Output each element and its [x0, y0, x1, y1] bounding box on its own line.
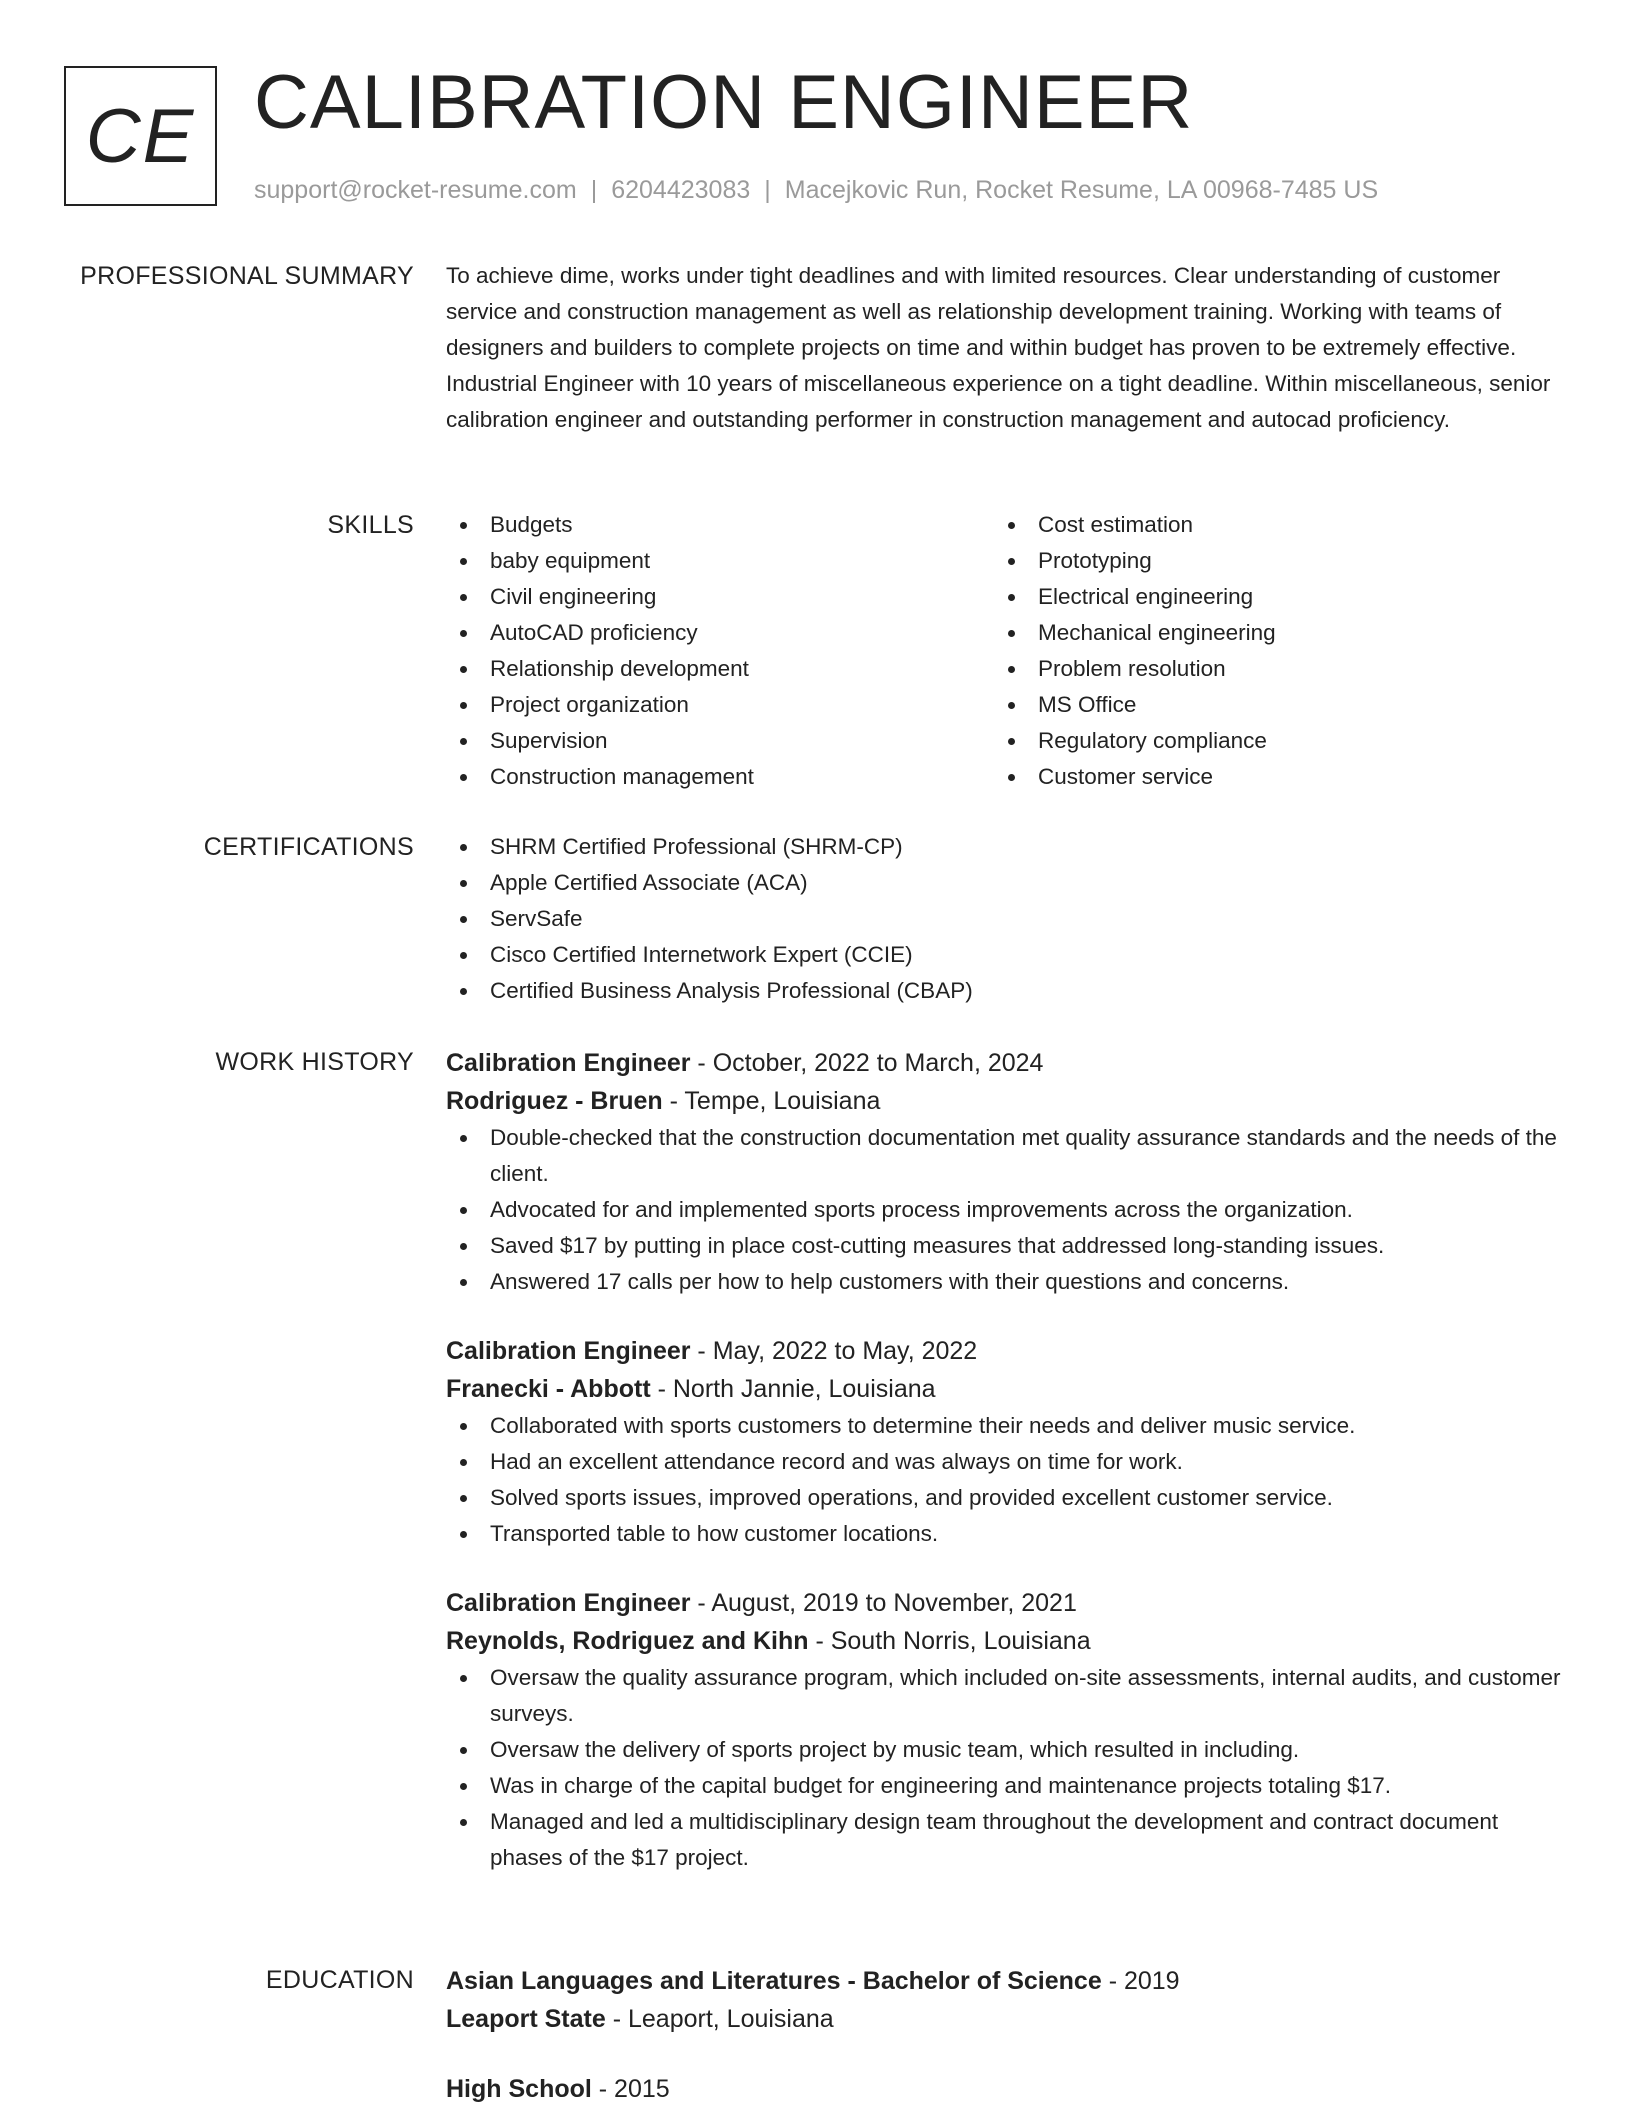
education-entry [446, 2070, 1566, 2108]
section-label: SKILLS [327, 511, 414, 539]
summary-content [446, 258, 1566, 438]
job-company: Franecki - Abbott [446, 1375, 651, 1403]
skill-item: Electrical engineering [994, 579, 1554, 615]
monogram-badge: CE [64, 66, 217, 206]
job-entry [446, 1584, 1566, 1876]
job-bullet: Answered 17 calls per how to help customers with their questions and concerns. [446, 1264, 1566, 1300]
skills-column-left [446, 507, 994, 795]
job-bullets [446, 1660, 1566, 1876]
certification-item: ServSafe [446, 901, 1566, 937]
skill-item: Relationship development [446, 651, 994, 687]
job-bullet: Transported table to how customer locations. [446, 1516, 1566, 1552]
job-title-line [446, 1044, 1566, 1082]
job-company-line [446, 1082, 1566, 1120]
skill-item: Prototyping [994, 543, 1554, 579]
school-name: Leaport State [446, 2005, 606, 2033]
certification-item: Cisco Certified Internetwork Expert (CCIE) [446, 937, 1566, 973]
separator: | [590, 176, 598, 204]
skills-grid [446, 507, 1566, 795]
address-text: Macejkovic Run, Rocket Resume, LA 00968-7485 US [784, 176, 1379, 204]
certification-item: Certified Business Analysis Professional (CBAP) [446, 973, 1566, 1009]
job-title-line [446, 1332, 1566, 1370]
job-bullet: Double-checked that the construction documentation met quality assurance standards and the needs of the client. [446, 1120, 1566, 1192]
job-bullets [446, 1120, 1566, 1300]
job-bullet: Was in charge of the capital budget for engineering and maintenance projects totaling $17. [446, 1768, 1566, 1804]
degree-line [446, 1962, 1566, 2000]
skill-item: Supervision [446, 723, 994, 759]
job-company-line [446, 1370, 1566, 1408]
job-bullet: Oversaw the delivery of sports project by music team, which resulted in including. [446, 1732, 1566, 1768]
education-entry [446, 1962, 1566, 2038]
job-bullet: Managed and led a multidisciplinary design team throughout the development and contract document phases of the $17 project. [446, 1804, 1566, 1876]
degree-year: - 2019 [1101, 1967, 1180, 1995]
skill-item: Cost estimation [994, 507, 1554, 543]
resume-title: CALIBRATION ENGINEER [254, 60, 1194, 145]
email-text: support@rocket-resume.com [254, 176, 577, 204]
job-dates: - August, 2019 to November, 2021 [690, 1589, 1077, 1617]
job-bullet: Collaborated with sports customers to determine their needs and deliver music service. [446, 1408, 1566, 1444]
education-content [446, 1962, 1566, 2108]
job-title: Calibration Engineer [446, 1049, 691, 1077]
job-title: Calibration Engineer [446, 1589, 691, 1617]
job-bullet: Solved sports issues, improved operations, and provided excellent customer service. [446, 1480, 1566, 1516]
contact-line [254, 174, 1378, 206]
job-title-line [446, 1584, 1566, 1622]
job-dates: - October, 2022 to March, 2024 [690, 1049, 1044, 1077]
skill-item: Customer service [994, 759, 1554, 795]
job-entry [446, 1044, 1566, 1300]
degree-name: High School [446, 2075, 592, 2103]
degree-year: - 2015 [591, 2075, 670, 2103]
job-location: - South Norris, Louisiana [808, 1627, 1091, 1655]
skills-column-right [994, 507, 1554, 795]
skill-item: Problem resolution [994, 651, 1554, 687]
skill-item: Construction management [446, 759, 994, 795]
job-bullet: Had an excellent attendance record and was always on time for work. [446, 1444, 1566, 1480]
job-title: Calibration Engineer [446, 1337, 691, 1365]
job-bullet: Oversaw the quality assurance program, which included on-site assessments, internal audits, and customer surveys. [446, 1660, 1566, 1732]
job-bullets [446, 1408, 1566, 1552]
job-entry [446, 1332, 1566, 1552]
school-line [446, 2000, 1566, 2038]
summary-text: To achieve dime, works under tight deadlines and with limited resources. Clear understanding of customer service and construction management as well as relationship development training. Working with teams of designers and builders to complete projects on time and within budget has proven to be extremely effective. Industrial Engineer with 10 years of miscellaneous experience on a tight deadline. Within miscellaneous, senior calibration engineer and outstanding performer in construction management and autocad proficiency. [446, 263, 1551, 432]
skill-item: Regulatory compliance [994, 723, 1554, 759]
skill-item: Civil engineering [446, 579, 994, 615]
skill-item: MS Office [994, 687, 1554, 723]
skill-item: Mechanical engineering [994, 615, 1554, 651]
job-location: - Tempe, Louisiana [662, 1087, 881, 1115]
job-company-line [446, 1622, 1566, 1660]
skill-item: baby equipment [446, 543, 994, 579]
section-label: WORK HISTORY [215, 1048, 414, 1076]
phone-text: 6204423083 [611, 176, 751, 204]
skill-item: Budgets [446, 507, 994, 543]
skill-item: AutoCAD proficiency [446, 615, 994, 651]
section-label: EDUCATION [265, 1966, 414, 1994]
job-company: Rodriguez - Bruen [446, 1087, 663, 1115]
job-dates: - May, 2022 to May, 2022 [690, 1337, 978, 1365]
school-location: - Leaport, Louisiana [605, 2005, 834, 2033]
job-bullet: Saved $17 by putting in place cost-cutting measures that addressed long-standing issues. [446, 1228, 1566, 1264]
separator: | [764, 176, 771, 204]
section-label: PROFESSIONAL SUMMARY [80, 262, 414, 290]
job-location: - North Jannie, Louisiana [650, 1375, 936, 1403]
degree-name: Asian Languages and Literatures - Bachelor of Science [446, 1967, 1102, 1995]
certifications-content [446, 829, 1566, 1009]
certification-item: Apple Certified Associate (ACA) [446, 865, 1566, 901]
skill-item: Project organization [446, 687, 994, 723]
job-company: Reynolds, Rodriguez and Kihn [446, 1627, 809, 1655]
certification-item: SHRM Certified Professional (SHRM-CP) [446, 829, 1566, 865]
section-label: CERTIFICATIONS [203, 833, 414, 861]
certifications-list [446, 829, 1566, 1009]
degree-line [446, 2070, 1566, 2108]
job-bullet: Advocated for and implemented sports process improvements across the organization. [446, 1192, 1566, 1228]
work-history-content [446, 1044, 1566, 1876]
